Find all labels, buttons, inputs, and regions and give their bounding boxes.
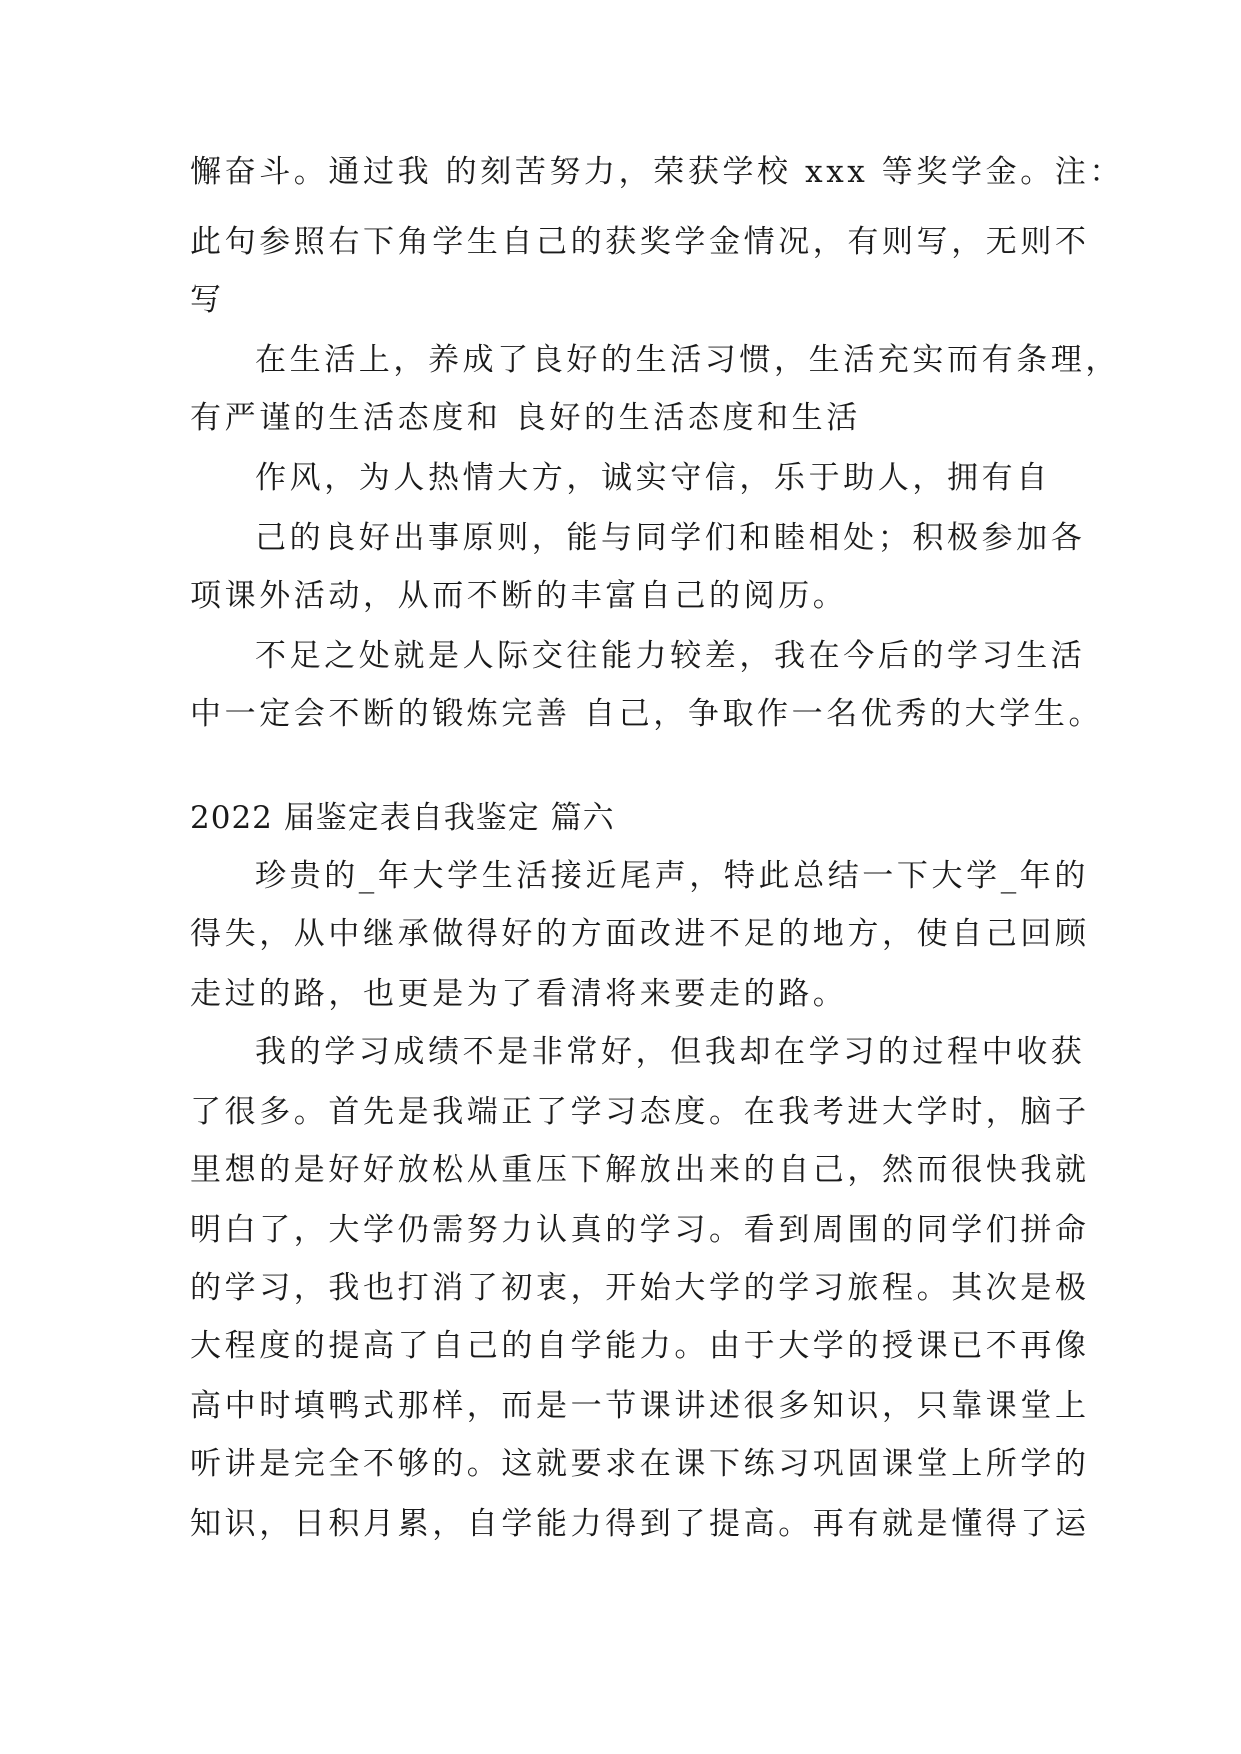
text-line: 项课外活动，从而不断的丰富自己的阅历。: [190, 578, 848, 614]
text-line: 大程度的提高了自己的自学能力。由于大学的授课已不再像: [190, 1328, 1090, 1364]
text-line: 的学习，我也打消了初衷，开始大学的学习旅程。其次是极: [190, 1270, 1090, 1306]
text-line: 有严谨的生活态度和 良好的生活态度和生活: [190, 400, 861, 436]
text-line: 不足之处就是人际交往能力较差，我在今后的学习生活: [255, 638, 1086, 674]
text-line: 在生活上，养成了良好的生活习惯，生活充实而有条理，: [255, 342, 1120, 378]
text-line: 作风，为人热情大方，诚实守信，乐于助人，拥有自: [255, 460, 1051, 496]
text-line: 听讲是完全不够的。这就要求在课下练习巩固课堂上所学的: [190, 1446, 1090, 1482]
text-line: 我的学习成绩不是非常好，但我却在学习的过程中收获: [255, 1034, 1086, 1070]
text-line: 明白了，大学仍需努力认真的学习。看到周围的同学们拼命: [190, 1212, 1090, 1248]
section-heading: 2022 届鉴定表自我鉴定 篇六: [190, 800, 615, 836]
text-line: 里想的是好好放松从重压下解放出来的自己，然而很快我就: [190, 1152, 1090, 1188]
text-line: 写: [190, 282, 225, 318]
text-line: 懈奋斗。通过我 的刻苦努力，荣获学校 xxx 等奖学金。注：: [190, 154, 1125, 190]
text-line: 得失，从中继承做得好的方面改进不足的地方，使自己回顾: [190, 916, 1090, 952]
text-line: 珍贵的_年大学生活接近尾声，特此总结一下大学_年的: [255, 858, 1089, 894]
text-line: 中一定会不断的锻炼完善 自己，争取作一名优秀的大学生。: [190, 696, 1104, 732]
text-line: 走过的路，也更是为了看清将来要走的路。: [190, 976, 848, 1012]
text-line: 知识，日积月累，自学能力得到了提高。再有就是懂得了运: [190, 1506, 1090, 1542]
text-line: 己的良好出事原则，能与同学们和睦相处；积极参加各: [255, 520, 1086, 556]
text-line: 高中时填鸭式那样，而是一节课讲述很多知识，只靠课堂上: [190, 1388, 1090, 1424]
text-line: 此句参照右下角学生自己的获奖学金情况，有则写，无则不: [190, 224, 1090, 260]
text-line: 了很多。首先是我端正了学习态度。在我考进大学时，脑子: [190, 1094, 1090, 1130]
